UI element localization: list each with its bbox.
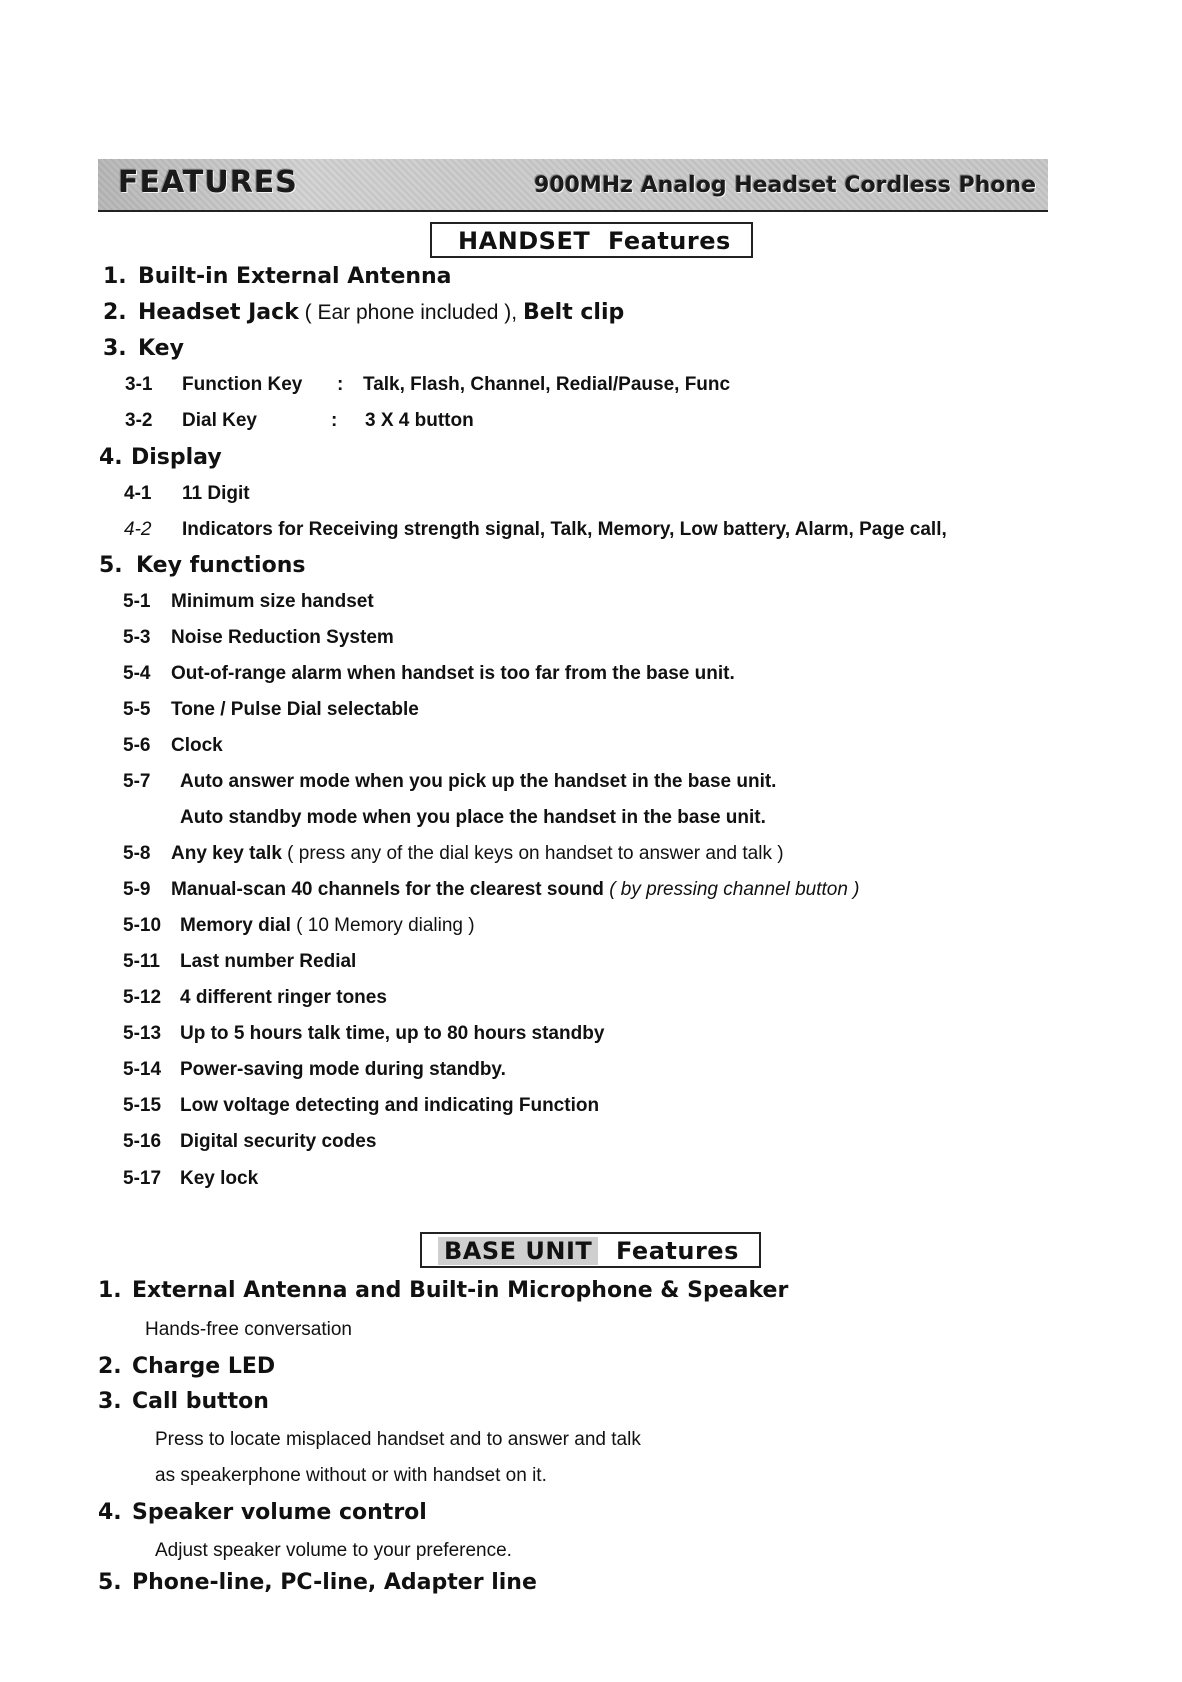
row-number: 5-8 [123,843,151,864]
item-number: 2. [98,1354,122,1379]
row-number: 5-15 [123,1095,162,1116]
row-text: Memory dial [180,915,291,936]
item-number: 4. [99,445,123,470]
base-unit-section-title [420,1232,761,1268]
row-text: Key lock [180,1168,259,1189]
handset-item-1 [103,264,452,289]
base-item-4-desc: Adjust speaker volume to your preference. [155,1540,512,1561]
base-item-1-desc: Hands-free conversation [145,1319,352,1340]
row-text: Manual-scan 40 channels for the clearest sound [171,879,604,900]
item-heading: External Antenna and Built-in Microphone & Speaker [132,1278,789,1303]
row-number: 5-4 [123,663,151,684]
base-item-2 [98,1354,275,1379]
item-heading: Phone-line, PC-line, Adapter line [132,1570,537,1595]
base-item-1 [98,1278,788,1303]
row-number: 5-6 [123,735,151,756]
item-heading: Key functions [136,553,306,578]
row-note: ( by pressing channel button ) [603,879,860,900]
row-number: 5-5 [123,699,151,720]
base-item-3-desc-line-1: Press to locate misplaced handset and to answer and talk [155,1429,641,1450]
row-number: 5-3 [123,627,151,648]
item-note: ( Ear phone included ), [298,301,523,324]
row-text: Auto answer mode when you pick up the handset in the base unit. [180,771,777,792]
handset-item-3 [103,336,184,361]
item-heading: Display [131,445,222,470]
row-separator: : [337,374,344,395]
handset-item-2 [103,300,624,325]
row-number: 5-17 [123,1168,162,1189]
row-label: Dial Key [182,410,257,431]
row-number: 5-10 [123,915,162,936]
row-number: 3-1 [125,374,153,395]
row-text: Out-of-range alarm when handset is too far from the base unit. [171,663,735,684]
row-number: 5-9 [123,879,151,900]
row-text: Noise Reduction System [171,627,394,648]
item-heading: Charge LED [132,1354,276,1379]
base-item-3-desc-line-2: as speakerphone without or with handset on it. [155,1465,547,1486]
handset-section-title [430,222,753,258]
row-text: Up to 5 hours talk time, up to 80 hours standby [180,1023,605,1044]
item-heading-2: Belt clip [522,300,625,325]
row-text-continued: Auto standby mode when you place the handset in the base unit. [180,807,766,828]
row-text: Last number Redial [180,951,357,972]
banner-title: FEATURES [118,165,298,200]
row-text: Power-saving mode during standby. [180,1059,506,1080]
row-text: Minimum size handset [171,591,374,612]
item-number: 4. [98,1500,122,1525]
item-heading: Headset Jack [138,300,299,325]
row-note: ( press any of the dial keys on handset to answer and talk ) [281,843,784,864]
item-number: 5. [98,1570,122,1595]
row-note: ( 10 Memory dialing ) [290,915,475,936]
row-text: 11 Digit [182,483,250,504]
row-number: 4-1 [124,483,152,504]
item-heading: Call button [132,1389,269,1414]
features-banner [98,159,1048,211]
row-number: 5-7 [123,771,151,792]
row-separator: : [331,410,338,431]
item-number: 5. [99,553,123,578]
base-title-rest: Features [616,1237,739,1265]
row-value: 3 X 4 button [365,410,474,431]
row-text: Low voltage detecting and indicating Function [180,1095,600,1116]
item-number: 1. [103,264,127,289]
base-item-3 [98,1389,269,1414]
item-number: 3. [103,336,127,361]
base-item-4 [98,1500,427,1525]
row-number: 5-14 [123,1059,162,1080]
header-divider [98,210,1048,212]
row-text: Tone / Pulse Dial selectable [171,699,419,720]
row-number: 5-11 [123,951,160,972]
row-text: Digital security codes [180,1131,377,1152]
row-text: Indicators for Receiving strength signal, Talk, Memory, Low battery, Alarm, Page call, [182,519,947,540]
item-heading: Speaker volume control [132,1500,427,1525]
handset-item-4 [99,445,222,470]
base-title-word: BASE UNIT [438,1237,598,1265]
row-number: 5-13 [123,1023,162,1044]
handset-title-word: HANDSET [458,227,591,255]
row-label: Function Key [182,374,303,395]
handset-item-5 [99,553,305,578]
row-number: 5-12 [123,987,162,1008]
row-number: 4-2 [124,519,152,540]
row-number: 5-1 [123,591,151,612]
row-number: 3-2 [125,410,153,431]
row-value: Talk, Flash, Channel, Redial/Pause, Func [363,374,731,395]
handset-title-rest: Features [607,227,731,255]
row-text: Any key talk [171,843,282,864]
item-number: 2. [103,300,127,325]
item-number: 1. [98,1278,122,1303]
banner-product-name: 900MHz Analog Headset Cordless Phone [533,173,1036,198]
item-heading: Built-in External Antenna [138,264,452,289]
row-text: 4 different ringer tones [180,987,387,1008]
item-heading: Key [138,336,184,361]
row-text: Clock [171,735,223,756]
row-number: 5-16 [123,1131,162,1152]
base-item-5 [98,1570,537,1595]
item-number: 3. [98,1389,122,1414]
